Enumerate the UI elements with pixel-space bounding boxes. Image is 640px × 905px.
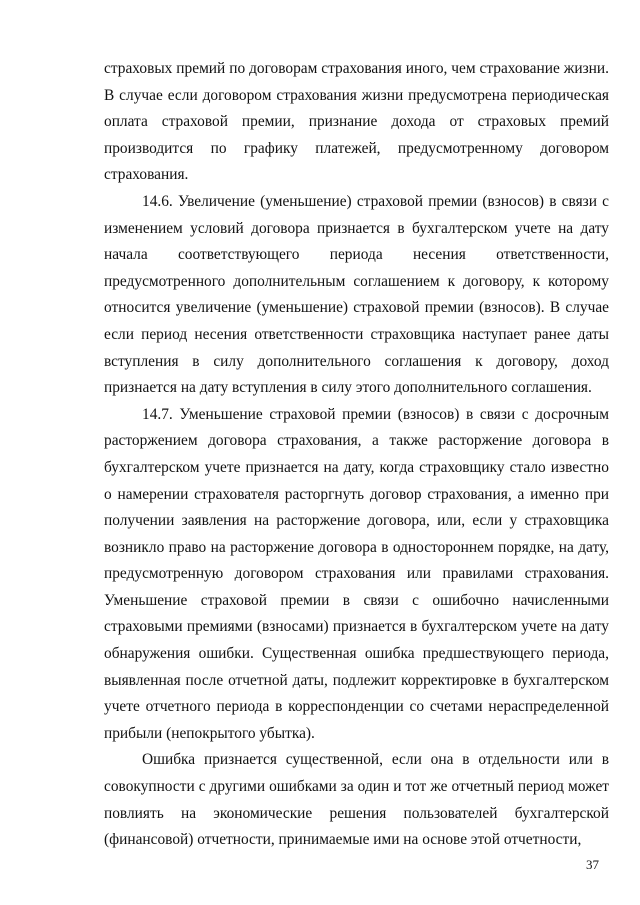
document-body	[104, 56, 609, 854]
paragraph-14-7: 14.7. Уменьшение страховой премии (взносов) в связи с досрочным расторжением договора страхования, а также расторжение договора в бухгалтерском учете признается на дату, когда страховщику стало известно о намерении страхователя расторгнуть договор страхования, а именно при получении заявления на расторжение договора, или, если у страховщика возникло право на расторжение договора в одностороннем порядке, на дату, предусмотренную договором страхования или правилами страхования. Уменьшение страховой премии в связи с ошибочно начисленными страховыми премиями (взносами) признается в бухгалтерском учете на дату обнаружения ошибки. Существенная ошибка предшествующего периода, выявленная после отчетной даты, подлежит корректировке в бухгалтерском учете отчетного периода в корреспонденции со счетами нераспределенной прибыли (непокрытого убытка).	[104, 405, 609, 742]
paragraph-premium-recognition: страховых премий по договорам страхования иного, чем страхование жизни. В случае если договором страхования жизни предусмотрена периодическая оплата страховой премии, признание дохода от страховых премий производится по графику платежей, предусмотренному договором страхования.	[104, 60, 609, 184]
paragraph-material-error: Ошибка признается существенной, если она в отдельности или в совокупности с другими ошибками за один и тот же отчетный период может повлиять на экономические решения пользователей бухгалтерской (финансовой) отчетности, принимаемые ими на основе этой отчетности,	[104, 751, 609, 849]
paragraph-14-6: 14.6. Увеличение (уменьшение) страховой премии (взносов) в связи с изменением условий договора признается в бухгалтерском учете на дату начала соответствующего периода несения ответственности, предусмотренного дополнительным соглашением к договору, к которому относится увеличение (уменьшение) страховой премии (взносов). В случае если период несения ответственности страховщика наступает ранее даты вступления в силу дополнительного соглашения к договору, доход признается на дату вступления в силу этого дополнительного соглашения.	[104, 192, 609, 397]
page-number: 37	[586, 857, 599, 872]
